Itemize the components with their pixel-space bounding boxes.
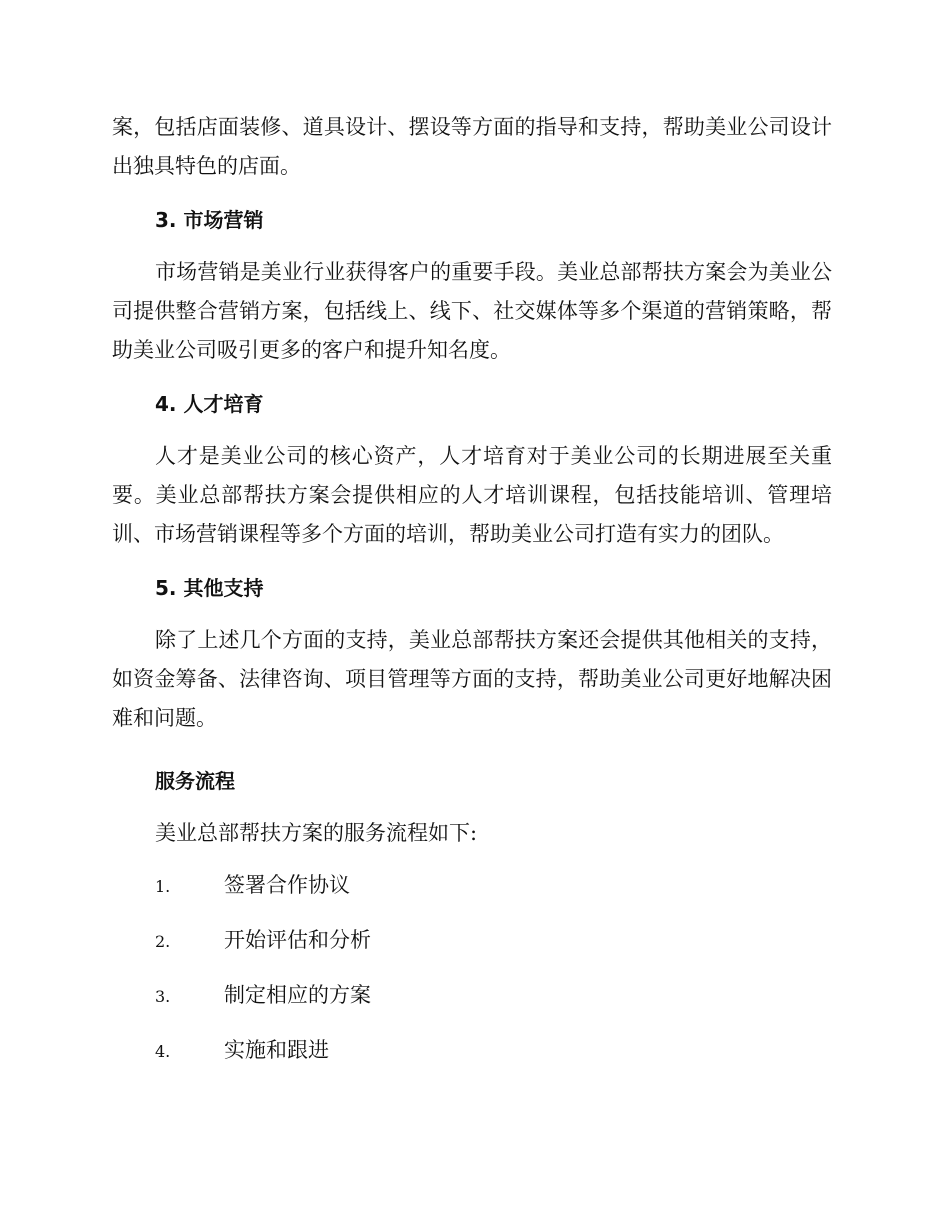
section-heading-other-support: 5. 其他支持: [155, 576, 264, 600]
service-flow-steps: [112, 869, 832, 1089]
service-flow-heading: 服务流程: [155, 769, 235, 793]
service-flow-intro: 美业总部帮扶方案的服务流程如下:: [155, 821, 478, 845]
list-item: [112, 1034, 832, 1089]
document-content: [112, 108, 832, 1089]
step-number: 3.: [155, 987, 171, 1006]
step-number: 4.: [155, 1042, 171, 1061]
step-text: 开始评估和分析: [224, 928, 371, 952]
section-heading-marketing: 3. 市场营销: [155, 208, 264, 232]
step-text: 实施和跟进: [224, 1038, 329, 1062]
list-item: [112, 869, 832, 924]
continuation-paragraph: 案，包括店面装修、道具设计、摆设等方面的指导和支持，帮助美业公司设计出独具特色的店面。: [112, 115, 832, 178]
step-text: 签署合作协议: [224, 873, 350, 897]
list-item: [112, 979, 832, 1034]
list-item: [112, 924, 832, 979]
step-number: 2.: [155, 932, 171, 951]
section-heading-talent: 4. 人才培育: [155, 392, 264, 416]
step-text: 制定相应的方案: [224, 983, 371, 1007]
section-body-talent: 人才是美业公司的核心资产，人才培育对于美业公司的长期进展至关重要。美业总部帮扶方案会提供相应的人才培训课程，包括技能培训、管理培训、市场营销课程等多个方面的培训，帮助美业公司打造有实力的团队。: [112, 444, 832, 546]
section-body-other-support: 除了上述几个方面的支持，美业总部帮扶方案还会提供其他相关的支持，如资金筹备、法律咨询、项目管理等方面的支持，帮助美业公司更好地解决困难和问题。: [112, 628, 832, 730]
step-number: 1.: [155, 877, 171, 896]
section-body-marketing: 市场营销是美业行业获得客户的重要手段。美业总部帮扶方案会为美业公司提供整合营销方案，包括线上、线下、社交媒体等多个渠道的营销策略，帮助美业公司吸引更多的客户和提升知名度。: [112, 260, 832, 362]
